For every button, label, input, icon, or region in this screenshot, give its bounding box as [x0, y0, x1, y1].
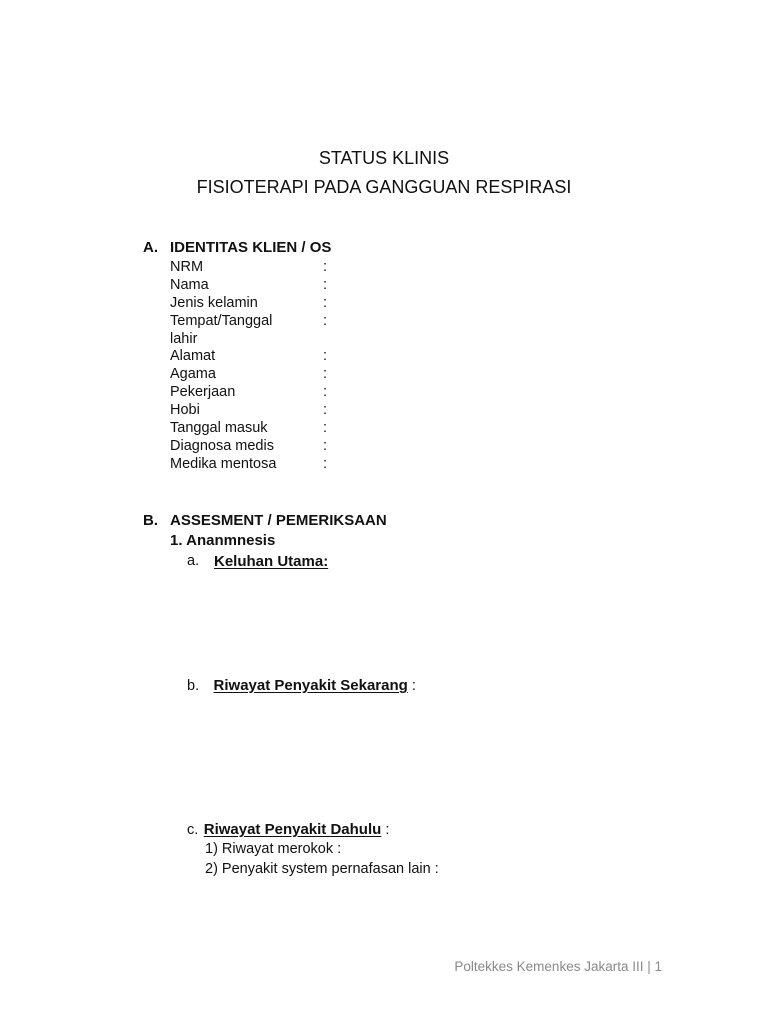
item-c-subitem-pernafasan: 2) Penyakit system pernafasan lain :: [205, 861, 439, 877]
field-label-tanggal-masuk: Tanggal masuk: [170, 420, 268, 436]
subsection-anamnesis: 1. Ananmnesis: [170, 532, 276, 549]
field-label-lahir: lahir: [170, 331, 198, 347]
document-title: STATUS KLINIS: [318, 148, 450, 168]
page-footer: Poltekkes Kemenkes Jakarta III | 1: [454, 959, 662, 974]
field-colon: :: [323, 259, 328, 275]
item-c-suffix: :: [381, 822, 390, 838]
item-c-row: [187, 821, 389, 839]
field-colon: :: [323, 295, 328, 311]
section-b-heading: ASSESMENT / PEMERIKSAAN: [170, 512, 387, 529]
field-label-jenis-kelamin: Jenis kelamin: [170, 295, 258, 311]
field-colon: :: [323, 438, 328, 454]
item-c-subitem-merokok: 1) Riwayat merokok :: [205, 841, 342, 857]
item-c-label: Riwayat Penyakit Dahulu: [203, 821, 382, 838]
field-colon: :: [323, 384, 328, 400]
field-colon: :: [323, 313, 328, 329]
item-b-row: [187, 677, 416, 695]
field-label-diagnosa-medis: Diagnosa medis: [170, 438, 274, 454]
item-b-marker: b.: [187, 678, 200, 694]
document-subtitle: FISIOTERAPI PADA GANGGUAN RESPIRASI: [196, 177, 572, 197]
field-label-medika-mentosa: Medika mentosa: [170, 456, 277, 472]
field-label-alamat: Alamat: [170, 348, 216, 364]
field-colon: :: [323, 456, 328, 472]
section-a-heading: IDENTITAS KLIEN / OS: [170, 239, 332, 256]
section-b-marker: B.: [143, 512, 158, 529]
field-colon: :: [323, 348, 328, 364]
field-label-nrm: NRM: [170, 259, 204, 275]
field-colon: :: [323, 402, 328, 418]
item-c-marker: c.: [187, 822, 199, 838]
field-colon: :: [323, 366, 328, 382]
item-a-marker: a.: [187, 553, 200, 569]
field-label-pekerjaan: Pekerjaan: [170, 384, 236, 400]
field-colon: :: [323, 277, 328, 293]
field-label-tempat-tanggal: Tempat/Tanggal: [170, 313, 273, 329]
field-label-nama: Nama: [170, 277, 209, 293]
item-a-label: Keluhan Utama:: [214, 553, 329, 570]
field-label-hobi: Hobi: [170, 402, 200, 418]
item-b-suffix: :: [407, 678, 416, 694]
item-b-label: Riwayat Penyakit Sekarang: [213, 677, 408, 694]
field-colon: :: [323, 420, 328, 436]
section-a-marker: A.: [143, 239, 158, 256]
field-label-agama: Agama: [170, 366, 216, 382]
